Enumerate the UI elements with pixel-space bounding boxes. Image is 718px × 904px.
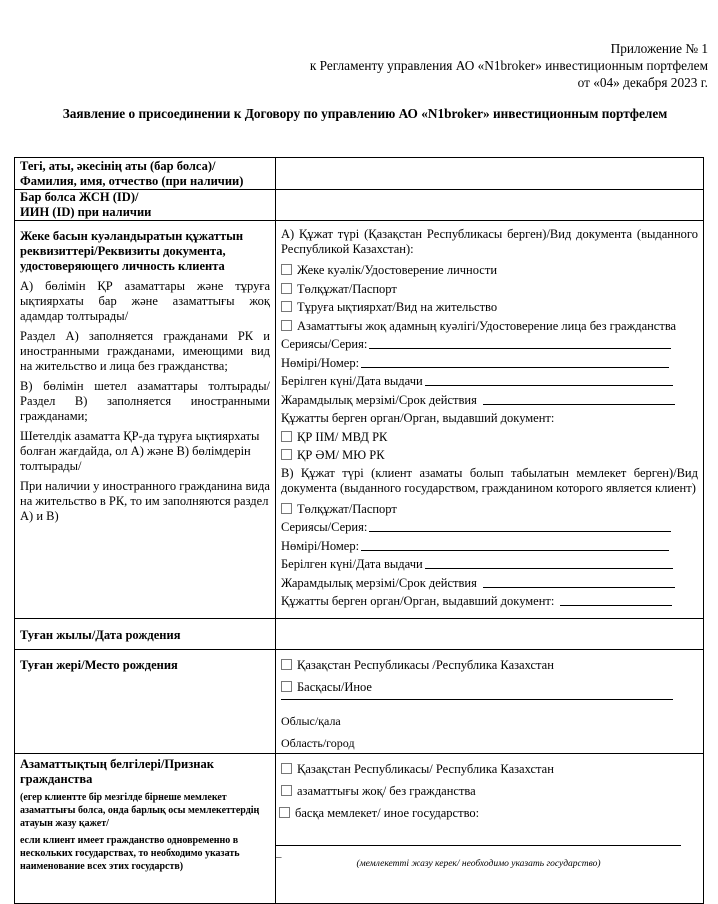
option-passport-a[interactable]: Төлқұжат/Паспорт <box>281 280 698 299</box>
birth-date-label: Туған жылы/Дата рождения <box>15 619 276 650</box>
region-label-ru: Область/город <box>281 736 355 750</box>
checkbox-icon[interactable] <box>281 659 292 670</box>
series-b-input[interactable] <box>369 518 671 532</box>
field-issuer-b: Құжатты берген орган/Орган, выдавший документ: <box>281 592 698 611</box>
issuer-b-input[interactable] <box>560 592 672 606</box>
other-state-hint: (мемлекетті жазу керек/ необходимо указать государство) <box>356 859 601 869</box>
id-note-5: При наличии у иностранного гражданина вида на жительство в РК, то им заполняются раздел А) и В) <box>20 479 270 523</box>
birth-date-input[interactable] <box>276 619 704 650</box>
issue-date-b-input[interactable] <box>425 555 673 569</box>
issue-date-a-input[interactable] <box>425 372 673 386</box>
id-note-1: А) бөлімін ҚР азаматтары және тұруға ықтиярхаты бар және азаматтығы жоқ адамдар толтырады/ <box>20 279 270 323</box>
option-stateless-cert[interactable]: Азаматтығы жоқ адамның куәлігі/Удостоверение лица без гражданства <box>281 317 698 336</box>
option-id-card[interactable]: Жеке куәлік/Удостоверение личности <box>281 261 698 280</box>
checkbox-icon[interactable] <box>281 763 292 774</box>
row-id-document <box>15 221 704 619</box>
citizenship-note-kz: (егер клиентте бір мезгілде бірнеше мемлекет азаматтығы болса, онда барлық осы мемлекеттердің атауын жазу қажет/ <box>20 792 260 829</box>
checkbox-icon[interactable] <box>281 431 292 442</box>
birth-place-label: Туған жері/Место рождения <box>15 650 276 754</box>
other-state-input[interactable] <box>276 845 681 846</box>
section-b-heading: В) Құжат түрі (клиент азаматы болып табылатын мемлекет берген)/Вид документа (выданного государством, гражданином которого является клиент) <box>281 465 698 495</box>
option-other-state[interactable]: басқа мемлекет/ иное государство: <box>279 804 698 826</box>
id-note-4: Шетелдік азаматта ҚР-да тұруға ықтиярхаты болған жағдайда, ол А) және В) бөлімдерін толтырады/ <box>20 429 260 473</box>
field-series-b: Сериясы/Серия: <box>281 518 698 537</box>
region-label-kz: Облыс/қала <box>281 714 341 728</box>
option-residence-permit[interactable]: Тұруға ықтиярхат/Вид на жительство <box>281 298 698 317</box>
id-document-label: Жеке басын куәландыратын құжаттын реквизиттері/Реквизиты документа, удостоверяющего личность клиента <box>20 229 244 273</box>
series-a-input[interactable] <box>369 335 671 349</box>
checkbox-icon[interactable] <box>281 320 292 331</box>
row-iin <box>15 190 704 221</box>
application-form-table <box>14 157 704 904</box>
validity-a-input[interactable] <box>483 391 675 405</box>
fullname-input[interactable] <box>276 158 704 190</box>
iin-input[interactable] <box>276 190 704 221</box>
fullname-label: Тегі, аты, әкесінің аты (бар болса)/ Фамилия, имя, отчество (при наличии) <box>15 158 276 190</box>
regulation-reference: к Регламенту управления АО «N1broker» инвестиционным портфелем <box>309 58 708 73</box>
option-mvd[interactable]: ҚР ІІМ/ МВД РК <box>281 428 698 447</box>
id-document-details-cell <box>276 221 704 619</box>
birth-place-cell <box>276 650 704 754</box>
id-document-label-cell <box>15 221 276 619</box>
field-series-a: Сериясы/Серия: <box>281 335 698 354</box>
id-note-3: В) бөлімін шетел азаматтары толтырады/ Раздел В) заполняется иностранными гражданами; <box>20 379 270 423</box>
row-fullname <box>15 158 704 190</box>
option-birth-kz[interactable]: Қазақстан Республикасы /Республика Казахстан <box>281 656 698 678</box>
birth-place-other-input[interactable] <box>281 698 673 700</box>
document-title: Заявление о присоединении к Договору по управлению АО «N1broker» инвестиционным портфелем <box>62 106 668 121</box>
issuer-label-a: Құжатты берген орган/Орган, выдавший документ: <box>281 411 555 425</box>
number-b-input[interactable] <box>361 537 669 551</box>
dash: – <box>276 851 282 863</box>
id-note-2: Раздел А) заполняется гражданами РК и иностранными гражданами, имеющими вид на жительство и лица без гражданства; <box>20 329 270 373</box>
option-passport-b[interactable]: Төлқұжат/Паспорт <box>281 500 698 519</box>
option-stateless[interactable]: азаматтығы жоқ/ без гражданства <box>281 782 698 804</box>
row-birth-date <box>15 619 704 650</box>
checkbox-icon[interactable] <box>281 785 292 796</box>
checkbox-icon[interactable] <box>279 807 290 818</box>
validity-b-input[interactable] <box>483 574 675 588</box>
field-validity-b: Жарамдылық мерзімі/Срок действия <box>281 574 698 593</box>
option-citizenship-kz[interactable]: Қазақстан Республикасы/ Республика Казахстан <box>281 760 698 782</box>
field-number-b: Нөмірі/Номер: <box>281 537 698 556</box>
option-birth-other[interactable]: Басқасы/Иное <box>281 678 698 698</box>
checkbox-icon[interactable] <box>281 283 292 294</box>
field-issue-date-b: Берілген күні/Дата выдачи <box>281 555 698 574</box>
option-myu[interactable]: ҚР ӘМ/ МЮ РК <box>281 446 698 465</box>
regulation-date: от «04» декабря 2023 г. <box>577 75 708 90</box>
citizenship-label: Азаматтықтың белгілері/Признак гражданства <box>20 757 214 786</box>
citizenship-label-cell <box>15 754 276 904</box>
iin-label: Бар болса ЖСН (ID)/ ИИН (ID) при наличии <box>15 190 276 221</box>
row-birth-place <box>15 650 704 754</box>
field-validity-a: Жарамдылық мерзімі/Срок действия <box>281 391 698 410</box>
appendix-number: Приложение № 1 <box>610 41 708 56</box>
checkbox-icon[interactable] <box>281 264 292 275</box>
row-citizenship <box>15 754 704 904</box>
appendix-header <box>310 40 708 91</box>
checkbox-icon[interactable] <box>281 503 292 514</box>
section-a-heading: А) Құжат түрі (Қазақстан Республикасы берген)/Вид документа (выданного Республикой Казахстан): <box>281 227 698 256</box>
citizenship-note-ru: если клиент имеет гражданство одновременно в нескольких государствах, то необходимо указать наименование всех этих государств) <box>20 835 240 872</box>
field-issue-date-a: Берілген күні/Дата выдачи <box>281 372 698 391</box>
checkbox-icon[interactable] <box>281 301 292 312</box>
checkbox-icon[interactable] <box>281 681 292 692</box>
citizenship-cell <box>276 754 704 904</box>
number-a-input[interactable] <box>361 354 669 368</box>
checkbox-icon[interactable] <box>281 449 292 460</box>
field-number-a: Нөмірі/Номер: <box>281 354 698 373</box>
